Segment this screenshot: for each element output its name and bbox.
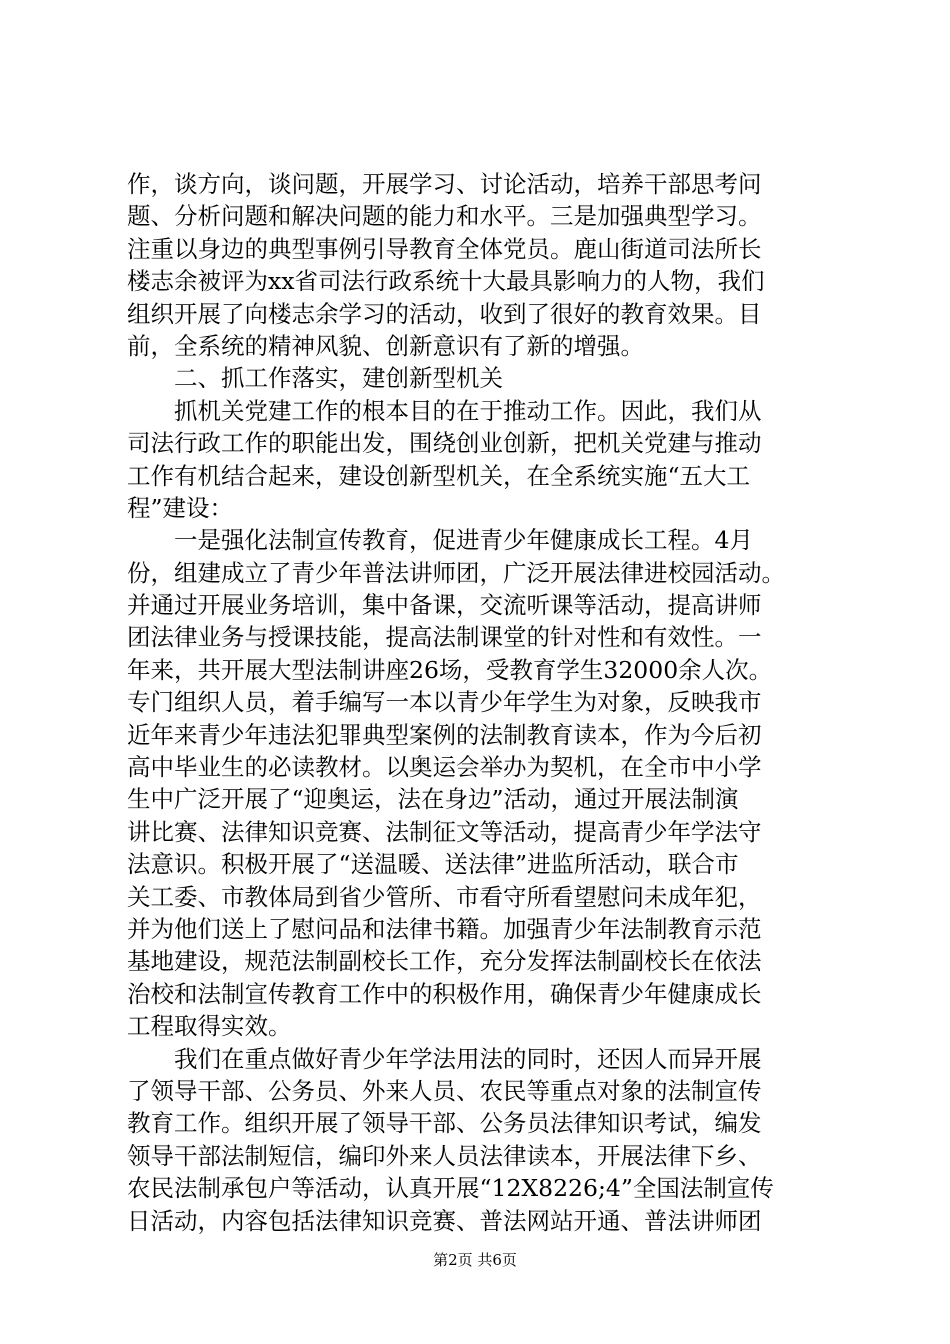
text-line: 讲比赛、法律知识竞赛、法制征文等活动，提高青少年学法守 — [127, 817, 762, 846]
text-line: 抓机关党建工作的根本目的在于推动工作。因此，我们从 — [174, 396, 762, 425]
text-line: 程”建设： — [127, 493, 234, 522]
text-line: 年来，共开展大型法制讲座26场，受教育学生32000余人次。 — [127, 655, 773, 684]
document-body — [127, 168, 847, 1237]
text-line: 团法律业务与授课技能，提高法制课堂的针对性和有效性。一 — [127, 623, 762, 652]
text-line: 楼志余被评为xx省司法行政系统十大最具影响力的人物，我们 — [127, 267, 765, 296]
text-line: 农民法制承包户等活动，认真开展“12X8226;4”全国法制宣传 — [127, 1174, 774, 1203]
text-line: 治校和法制宣传教育工作中的积极作用，确保青少年健康成长 — [127, 979, 762, 1008]
text-line: 近年来青少年违法犯罪典型案例的法制教育读本，作为今后初 — [127, 720, 762, 749]
text-line: 关工委、市教体局到省少管所、市看守所看望慰问未成年犯， — [127, 882, 762, 911]
text-line: 题、分析问题和解决问题的能力和水平。三是加强典型学习。 — [127, 202, 762, 231]
page-footer: 第2页 共6页 — [433, 1251, 517, 1269]
text-line: 司法行政工作的职能出发，围绕创业创新，把机关党建与推动 — [127, 429, 762, 458]
text-line: 二、抓工作落实，建创新型机关 — [174, 364, 503, 393]
text-line: 领导干部法制短信，编印外来人员法律读本，开展法律下乡、 — [127, 1141, 762, 1170]
text-line: 法意识。积极开展了“送温暖、送法律”进监所活动，联合市 — [127, 850, 739, 879]
text-line: 工程取得实效。 — [127, 1012, 292, 1041]
text-line: 了领导干部、公务员、外来人员、农民等重点对象的法制宣传 — [127, 1076, 762, 1105]
text-line: 工作有机结合起来，建设创新型机关，在全系统实施“五大工 — [127, 461, 751, 490]
text-line: 专门组织人员，着手编写一本以青少年学生为对象，反映我市 — [127, 688, 762, 717]
text-line: 高中毕业生的必读教材。以奥运会举办为契机，在全市中小学 — [127, 753, 762, 782]
text-line: 日活动，内容包括法律知识竞赛、普法网站开通、普法讲师团 — [127, 1206, 762, 1235]
text-line: 组织开展了向楼志余学习的活动，收到了很好的教育效果。目 — [127, 299, 762, 328]
text-line: 注重以身边的典型事例引导教育全体党员。鹿山街道司法所长 — [127, 234, 762, 263]
text-line: 基地建设，规范法制副校长工作，充分发挥法制副校长在依法 — [127, 947, 762, 976]
text-line: 教育工作。组织开展了领导干部、公务员法律知识考试，编发 — [127, 1109, 762, 1138]
text-line: 前，全系统的精神风貌、创新意识有了新的增强。 — [127, 331, 644, 360]
text-line: 并为他们送上了慰问品和法律书籍。加强青少年法制教育示范 — [127, 914, 762, 943]
text-line: 并通过开展业务培训，集中备课，交流听课等活动，提高讲师 — [127, 591, 762, 620]
text-line: 我们在重点做好青少年学法用法的同时，还因人而异开展 — [174, 1044, 762, 1073]
text-line: 作，谈方向，谈问题，开展学习、讨论活动，培养干部思考问 — [127, 170, 762, 198]
text-line: 一是强化法制宣传教育，促进青少年健康成长工程。4月 — [174, 526, 753, 555]
text-line: 生中广泛开展了“迎奥运，法在身边”活动，通过开展法制演 — [127, 785, 739, 814]
text-line: 份，组建成立了青少年普法讲师团，广泛开展法律进校园活动。 — [127, 558, 785, 587]
